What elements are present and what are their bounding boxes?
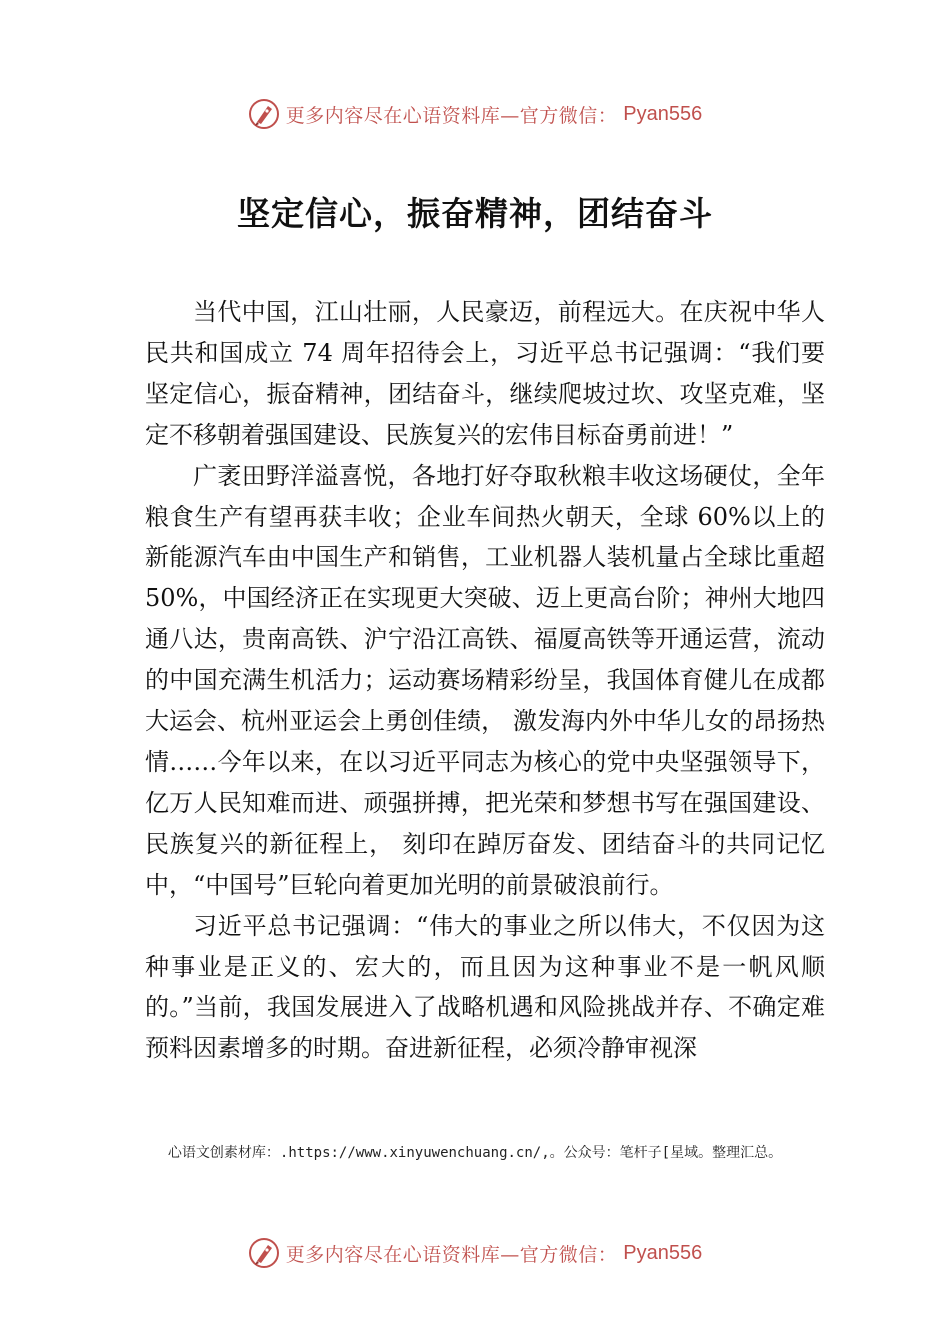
- watermark-wechat-id: Pyan556: [623, 1241, 703, 1264]
- paragraph-2: 广袤田野洋溢喜悦，各地打好夺取秋粮丰收这场硬仗，全年粮食生产有望再获丰收；企业车间热火朝天，全球 60%以上的新能源汽车由中国生产和销售，工业机器人装机量占全球比重超 50%，中国经济正在实现更大突破、迈上更高台阶；神州大地四通八达，贵南高铁、沪宁沿江高铁、福厦高铁等开通运营，流动的中国充满生机活力；运动赛场精彩纷呈，我国体育健儿在成都大运会、杭州亚运会上勇创佳绩， 激发海内外中华儿女的昂扬热情……今年以来，在以习近平同志为核心的党中央坚强领导下，亿万人民知难而进、顽强拼搏，把光荣和梦想书写在强国建设、民族复兴的新征程上， 刻印在踔厉奋发、团结奋斗的共同记忆中，“中国号”巨轮向着更加光明的前景破浪前行。: [145, 461, 825, 899]
- watermark-text: 更多内容尽在心语资料库—官方微信：: [285, 104, 618, 127]
- footer-watermark: [0, 1233, 950, 1273]
- paragraph-3: 习近平总书记强调：“伟大的事业之所以伟大，不仅因为这种事业是正义的、宏大的，而且因为这种事业不是一帆风顺的。”当前，我国发展进入了战略机遇和风险挑战并存、不确定难预料因素增多的时期。奋进新征程，必须冷静审视深: [145, 911, 825, 1063]
- header-watermark: [0, 94, 950, 134]
- pen-nib-logo-icon: [248, 1237, 280, 1269]
- footer-source-note: 心语文创素材库：.https://www.xinyuwenchuang.cn/,。公众号：笔杆子[星域。整理汇总。: [167, 1145, 783, 1161]
- paragraph-1: 当代中国，江山壮丽，人民豪迈，前程远大。在庆祝中华人民共和国成立 74 周年招待会上，习近平总书记强调：“我们要坚定信心，振奋精神，团结奋斗，继续爬坡过坎、攻坚克难，坚定不移朝着强国建设、民族复兴的宏伟目标奋勇前进！”: [145, 298, 825, 449]
- watermark-text: 更多内容尽在心语资料库—官方微信：: [285, 1243, 618, 1266]
- document-title: 坚定信心，振奋精神，团结奋斗: [237, 194, 713, 233]
- document-body: [145, 292, 825, 1069]
- watermark-wechat-id: Pyan556: [623, 102, 703, 125]
- pen-nib-logo-icon: [248, 98, 280, 130]
